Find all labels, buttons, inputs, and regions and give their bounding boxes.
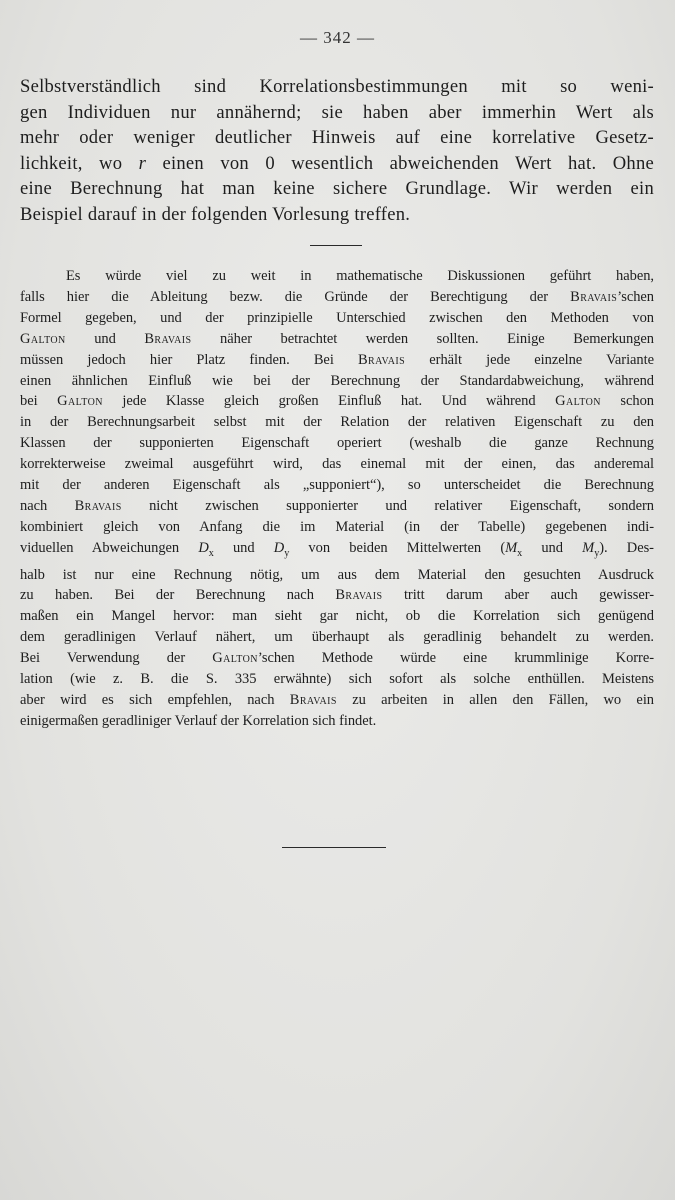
note-line: lation (wie z. B. die S. 335 erwähnte) sich sofort als solche enthüllen. Meistens <box>20 671 654 688</box>
note-line: Bei Verwendung der Galton’schen Methode würde eine krummlinige Korre- <box>20 650 654 667</box>
end-rule <box>282 847 386 848</box>
note-line: Es würde viel zu weit in mathematische Diskussionen geführt haben, <box>66 268 654 284</box>
note-line: mit der anderen Eigenschaft als „supponiert“), so unterscheidet die Berechnung <box>20 477 654 494</box>
note-line: Formel gegeben, und der prinzipielle Unterschied zwischen den Methoden von <box>20 309 654 326</box>
note-line: korrekterweise zweimal ausgeführt wird, das einemal mit der einen, das anderemal <box>20 456 654 473</box>
main-paragraph <box>20 74 654 228</box>
note-line: in der Berechnungsarbeit selbst mit der Relation der relativen Eigenschaft zu den <box>20 414 654 431</box>
note-line: müssen jedoch hier Platz finden. Bei Bravais erhält jede einzelne Variante <box>20 351 655 368</box>
section-divider <box>310 245 362 246</box>
note-line: maßen ein Mangel hervor: man sieht gar nicht, ob die Korrelation sich genügend <box>20 608 654 625</box>
note-line: viduellen Abweichungen $D_x$ und $D_y$ von beiden Mittelwerten ($M_x$ und $M_y$). Des- <box>20 539 654 559</box>
note-line: Galton und Bravais näher betrachtet werden sollten. Einige Bemerkungen <box>20 330 654 347</box>
page-number: — 342 — <box>300 28 375 47</box>
note-line: bei Galton jede Klasse gleich großen Einfluß hat. Und während Galton schon <box>20 393 654 410</box>
main-line: gen Individuen nur annähernd; sie haben aber immerhin Wert als <box>20 101 654 123</box>
main-line: Beispiel darauf in der folgenden Vorlesung treffen. <box>20 203 411 225</box>
note-line: aber wird es sich empfehlen, nach Bravais zu arbeiten in allen den Fällen, wo ein <box>20 692 654 709</box>
note-line: halb ist nur eine Rechnung nötig, um aus dem Material den gesuchten Ausdruck <box>20 566 654 583</box>
main-line: eine Berechnung hat man keine sichere Grundlage. Wir werden ein <box>20 178 654 200</box>
note-line: einigermaßen geradliniger Verlauf der Korrelation sich findet. <box>20 712 377 729</box>
main-line: lichkeit, wo r einen von 0 wesentlich abweichenden Wert hat. Ohne <box>20 152 654 174</box>
note-line: zu haben. Bei der Berechnung nach Bravais tritt darum aber auch gewisser- <box>20 587 655 604</box>
note-line: dem geradlinigen Verlauf nähert, um überhaupt als geradlinig behandelt zu werden. <box>20 629 654 646</box>
note-line: falls hier die Ableitung bezw. die Gründe der Berechtigung der Bravais’schen <box>20 288 654 305</box>
note-paragraph <box>20 266 654 732</box>
note-line: kombiniert gleich von Anfang die im Material (in der Tabelle) gegebenen indi- <box>20 518 654 535</box>
main-line: mehr oder weniger deutlicher Hinweis auf eine korrelative Gesetz- <box>20 127 654 149</box>
note-line: einen ähnlichen Einfluß wie bei der Berechnung der Standardabweichung, während <box>20 372 654 389</box>
note-line: nach Bravais nicht zwischen supponierter und relativer Eigenschaft, sondern <box>20 497 654 514</box>
main-line: Selbstverständlich sind Korrelationsbestimmungen mit so weni- <box>20 76 654 97</box>
note-line: Klassen der supponierten Eigenschaft operiert (weshalb die ganze Rechnung <box>20 435 654 452</box>
